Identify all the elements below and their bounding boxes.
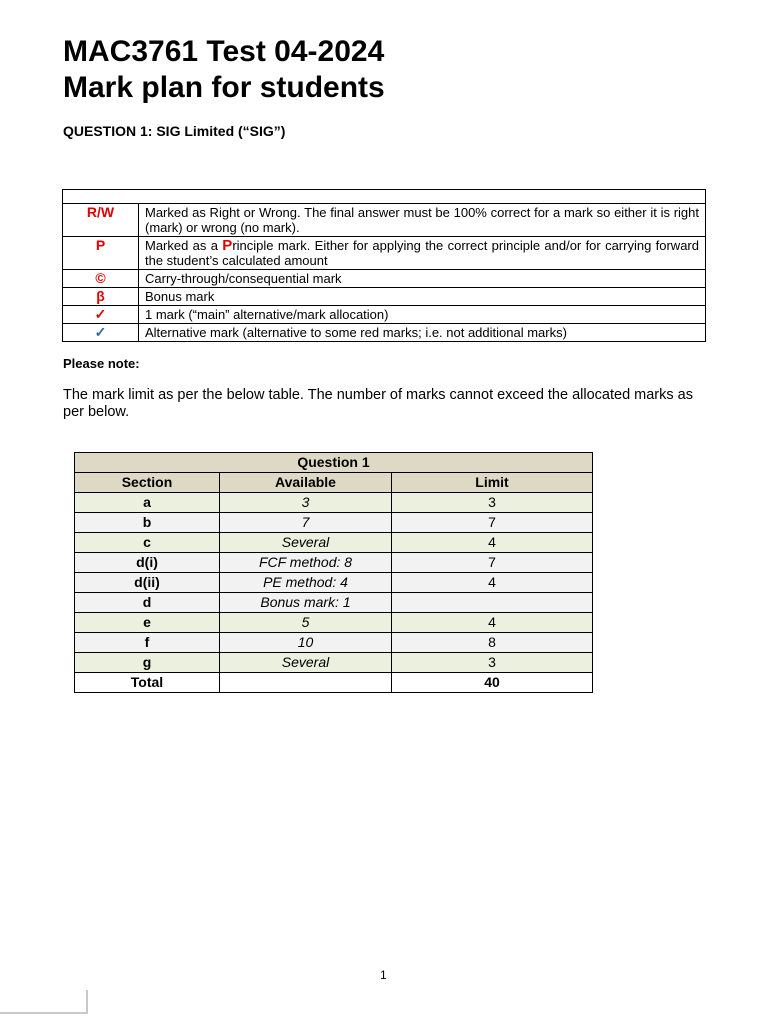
limit-cell: 3 bbox=[392, 493, 593, 513]
page-title bbox=[63, 34, 385, 106]
limit-cell: 4 bbox=[392, 613, 593, 633]
column-header-available: Available bbox=[220, 473, 392, 493]
total-limit: 40 bbox=[392, 673, 593, 693]
available-cell: Several bbox=[220, 653, 392, 673]
mark-limit-table bbox=[74, 452, 593, 693]
available-cell: 3 bbox=[220, 493, 392, 513]
section-cell: d(i) bbox=[75, 553, 220, 573]
limit-cell: 8 bbox=[392, 633, 593, 653]
legend-description: Marked as a Principle mark. Either for applying the correct principle and/or for carrying forward the student’s calculated amount bbox=[139, 237, 706, 270]
legend-description: 1 mark (“main” alternative/mark allocation) bbox=[139, 306, 706, 324]
column-header-limit: Limit bbox=[392, 473, 593, 493]
total-label: Total bbox=[75, 673, 220, 693]
section-cell: a bbox=[75, 493, 220, 513]
table-row bbox=[75, 593, 593, 613]
table-caption-row bbox=[75, 453, 593, 473]
note-label: Please note: bbox=[63, 356, 140, 371]
legend-description: Bonus mark bbox=[139, 288, 706, 306]
section-cell: e bbox=[75, 613, 220, 633]
table-row bbox=[75, 513, 593, 533]
available-cell: 10 bbox=[220, 633, 392, 653]
question-heading: QUESTION 1: SIG Limited (“SIG”) bbox=[63, 123, 286, 139]
available-cell: FCF method: 8 bbox=[220, 553, 392, 573]
available-cell: Several bbox=[220, 533, 392, 553]
available-cell: 7 bbox=[220, 513, 392, 533]
table-caption: Question 1 bbox=[75, 453, 593, 473]
legend-description: Marked as Right or Wrong. The final answer must be 100% correct for a mark so either it is right (mark) or wrong (no mark). bbox=[139, 204, 706, 237]
title-line-2: Mark plan for students bbox=[63, 71, 385, 104]
available-cell: PE method: 4 bbox=[220, 573, 392, 593]
limit-cell: 3 bbox=[392, 653, 593, 673]
principle-highlight: P bbox=[222, 237, 233, 254]
total-available bbox=[220, 673, 392, 693]
title-line-1: MAC3761 Test 04-2024 bbox=[63, 35, 385, 68]
section-cell: b bbox=[75, 513, 220, 533]
legend-row bbox=[63, 237, 706, 270]
table-row bbox=[75, 573, 593, 593]
table-header-row bbox=[75, 473, 593, 493]
table-row bbox=[75, 613, 593, 633]
available-cell: 5 bbox=[220, 613, 392, 633]
principle-symbol: P bbox=[63, 237, 139, 270]
legend-row bbox=[63, 270, 706, 288]
table-row bbox=[75, 553, 593, 573]
mark-limit-paragraph: The mark limit as per the below table. The number of marks cannot exceed the allocated marks as per below. bbox=[63, 387, 693, 420]
beta-icon: β bbox=[63, 288, 139, 306]
section-cell: c bbox=[75, 533, 220, 553]
legend-row bbox=[63, 324, 706, 342]
blue-checkmark-icon: ✓ bbox=[63, 324, 139, 342]
section-cell: d bbox=[75, 593, 220, 613]
limit-cell: 4 bbox=[392, 573, 593, 593]
table-total-row bbox=[75, 673, 593, 693]
red-checkmark-icon: ✓ bbox=[63, 306, 139, 324]
legend-row bbox=[63, 288, 706, 306]
legend-row bbox=[63, 204, 706, 237]
limit-cell: 7 bbox=[392, 513, 593, 533]
page-number: 1 bbox=[380, 968, 387, 982]
section-cell: g bbox=[75, 653, 220, 673]
section-cell: f bbox=[75, 633, 220, 653]
page-corner-mark bbox=[0, 990, 88, 1014]
table-row bbox=[75, 493, 593, 513]
section-cell: d(ii) bbox=[75, 573, 220, 593]
column-header-section: Section bbox=[75, 473, 220, 493]
limit-cell bbox=[392, 593, 593, 613]
available-cell: Bonus mark: 1 bbox=[220, 593, 392, 613]
right-wrong-symbol: R/W bbox=[63, 204, 139, 237]
marking-legend-table bbox=[62, 189, 706, 342]
legend-description: Alternative mark (alternative to some red marks; i.e. not additional marks) bbox=[139, 324, 706, 342]
legend-header-row bbox=[63, 190, 706, 204]
limit-cell: 7 bbox=[392, 553, 593, 573]
limit-cell: 4 bbox=[392, 533, 593, 553]
table-row bbox=[75, 633, 593, 653]
table-row bbox=[75, 533, 593, 553]
legend-row bbox=[63, 306, 706, 324]
legend-description: Carry-through/consequential mark bbox=[139, 270, 706, 288]
table-row bbox=[75, 653, 593, 673]
copyright-icon: © bbox=[63, 270, 139, 288]
